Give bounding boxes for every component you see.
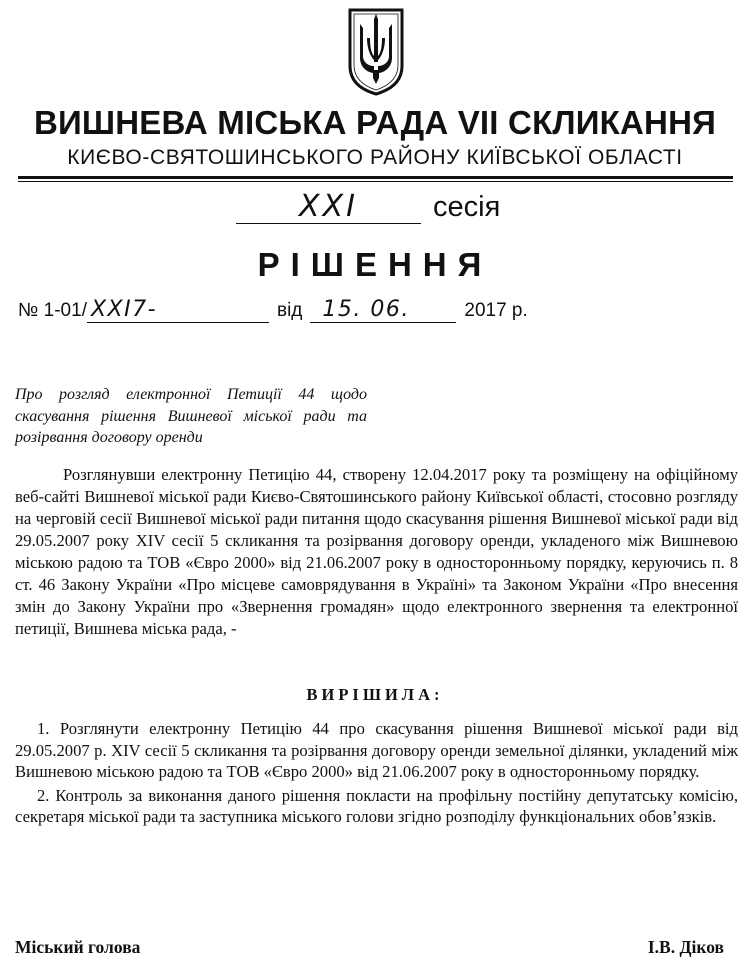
coat-of-arms-trident-icon [346,8,406,96]
decision-year: 2017 р. [464,300,528,321]
signature-role: Міський голова [15,937,141,957]
session-label: сесія [433,191,501,223]
preamble-paragraph: Розглянувши електронну Петицію 44, створену 12.04.2017 року та розміщену на офіційному веб-сайті Вишневої міської ради Києво-Святошинського району Київської області, стосовно розгляду на черговій сесії Вишневої міської ради питання щодо скасування рішення Вишневої міської ради від 29.05.2007 року XIV сесії 5 скликання та розірвання договору оренди, укладеного між Вишневою міською радою та ТОВ «Євро 2000» від 21.06.2007 року в односторонньому порядку, керуючись п. 8 ст. 46 Закону України «Про місцеве самоврядування в Україні» та Законом України «Про внесення змін до Закону України про «Звернення громадян» щодо електронного звернення та електронної петиції, Вишнева міська рада, - [15,465,738,638]
decision-date-label: від [276,300,303,321]
resolution-item: 1. Розглянути електронну Петицію 44 про скасування рішення Вишневої міської ради від 29.05.2007 р. XIV сесії 5 скликання та розірвання договору оренди земельної ділянки, укладений між Вишневою міською радою та ТОВ «Євро 2000» від 21.06.2007 року в односторонньому порядку. [15,719,738,781]
resolution-item: 2. Контроль за виконання даного рішення покласти на профільну постійну депутатську комісію, секретаря міської ради та заступника міського голови згідно розподілу функціональних обов’язків. [15,785,738,826]
signature-name: І.В. Діков [647,937,724,957]
council-subtitle: КИЄВО-СВЯТОШИНСЬКОГО РАЙОНУ КИЇВСЬКОЇ ОБЛАСТІ [67,146,683,169]
resolution-items [15,718,738,830]
decision-number-handwritten: XXI7- [87,298,269,323]
header-divider-thin [18,181,733,182]
resolved-heading: ВИРІШИЛА: [306,685,444,704]
header-divider-thick [18,176,733,179]
session-number-handwritten: XXI [236,190,421,224]
council-title: ВИШНЕВА МІСЬКА РАДА VII СКЛИКАННЯ [33,104,717,141]
decision-number-prefix: № 1-01/ [18,300,87,321]
decision-title: РІШЕННЯ [257,246,493,283]
decision-date-handwritten: 15. 06. [310,298,456,323]
decision-number-line [18,298,528,323]
decision-subject: Про розгляд електронної Петиції 44 щодо скасування рішення Вишневої міської ради та розірвання договору оренди [15,386,367,446]
session-line [236,190,500,224]
